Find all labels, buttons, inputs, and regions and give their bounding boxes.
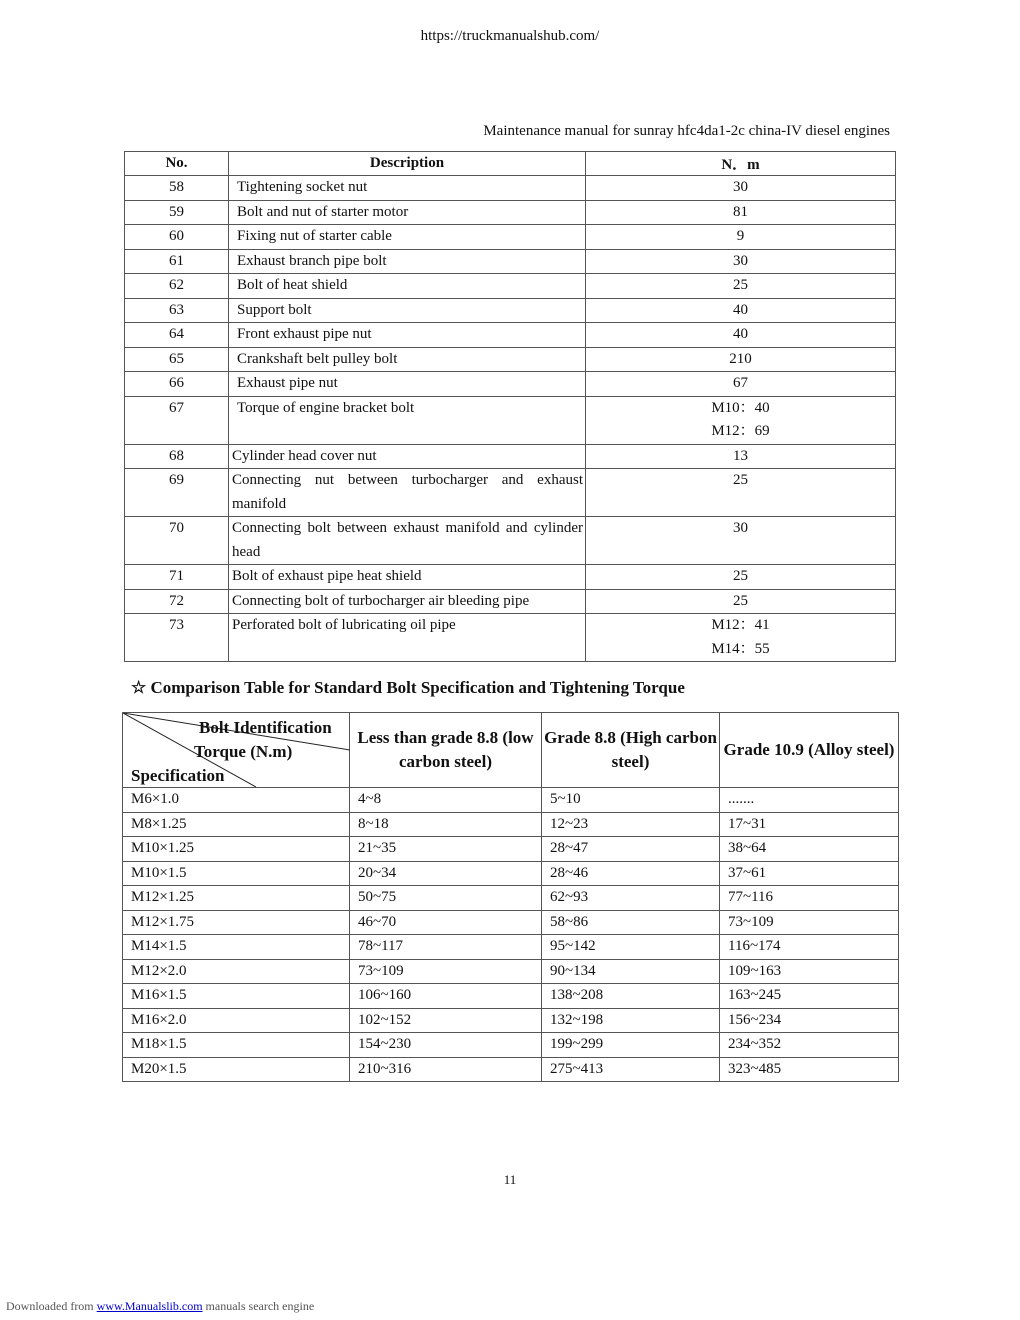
torque-value-line: 81 bbox=[733, 203, 748, 220]
row-number: 64 bbox=[125, 323, 229, 348]
table-row bbox=[123, 935, 899, 960]
row-torque-value bbox=[586, 517, 896, 565]
torque-grade-8-8: 95~142 bbox=[542, 935, 720, 960]
row-torque-value bbox=[586, 225, 896, 250]
footer bbox=[6, 1299, 314, 1314]
row-number: 60 bbox=[125, 225, 229, 250]
footer-suffix: manuals search engine bbox=[205, 1299, 315, 1313]
torque-value-line: 30 bbox=[733, 179, 748, 195]
table-row bbox=[123, 788, 899, 813]
table-row bbox=[125, 469, 896, 517]
bolt-spec: M12×1.75 bbox=[123, 910, 350, 935]
torque-value-line: 210 bbox=[729, 350, 752, 367]
table-row bbox=[123, 984, 899, 1009]
torque-grade-10-9: 38~64 bbox=[720, 837, 899, 862]
torque-low-carbon: 50~75 bbox=[350, 886, 542, 911]
torque-low-carbon: 20~34 bbox=[350, 861, 542, 886]
torque-grade-8-8: 28~46 bbox=[542, 861, 720, 886]
torque-low-carbon: 21~35 bbox=[350, 837, 542, 862]
torque-table-header bbox=[125, 152, 896, 176]
table-row bbox=[123, 959, 899, 984]
torque-grade-10-9: 116~174 bbox=[720, 935, 899, 960]
row-description: Tightening socket nut bbox=[229, 176, 586, 201]
torque-value-line: 67 bbox=[733, 375, 748, 391]
row-description: Exhaust branch pipe bolt bbox=[229, 249, 586, 274]
table-row bbox=[125, 176, 896, 201]
row-torque-value bbox=[586, 565, 896, 590]
table-row bbox=[125, 298, 896, 323]
torque-grade-10-9: 37~61 bbox=[720, 861, 899, 886]
row-description: Connecting nut between turbocharger and exhaust manifold bbox=[229, 469, 586, 517]
row-number: 58 bbox=[125, 176, 229, 201]
torque-value-line: 25 bbox=[733, 472, 748, 488]
torque-grade-10-9: 77~116 bbox=[720, 886, 899, 911]
table-row bbox=[125, 396, 896, 444]
table-row bbox=[125, 323, 896, 348]
torque-grade-8-8: 5~10 bbox=[542, 788, 720, 813]
table-row bbox=[125, 200, 896, 225]
torque-value-line: M12：69 bbox=[711, 423, 770, 439]
bolt-spec: M6×1.0 bbox=[123, 788, 350, 813]
section-title: ☆ Comparison Table for Standard Bolt Specification and Tightening Torque bbox=[131, 678, 685, 697]
torque-value-line: 9 bbox=[736, 228, 745, 244]
row-description: Exhaust pipe nut bbox=[229, 372, 586, 397]
table-row bbox=[123, 1033, 899, 1058]
row-description: Crankshaft belt pulley bolt bbox=[229, 347, 586, 372]
table-row bbox=[123, 1008, 899, 1033]
torque-grade-10-9: 73~109 bbox=[720, 910, 899, 935]
table-row bbox=[125, 614, 896, 662]
bolt-spec: M10×1.5 bbox=[123, 861, 350, 886]
row-description: Torque of engine bracket bolt bbox=[229, 396, 586, 444]
row-number: 65 bbox=[125, 347, 229, 372]
document-title: Maintenance manual for sunray hfc4da1-2c china-IV diesel engines bbox=[483, 123, 890, 139]
corner-label-torque: Torque (N.m) bbox=[194, 742, 293, 761]
row-description: Connecting bolt between exhaust manifold and cylinder head bbox=[229, 517, 586, 565]
table-row bbox=[123, 1057, 899, 1082]
torque-value-line: 30 bbox=[733, 252, 748, 269]
torque-grade-10-9: ....... bbox=[720, 788, 899, 813]
row-torque-value bbox=[586, 274, 896, 299]
row-description: Bolt of exhaust pipe heat shield bbox=[229, 565, 586, 590]
torque-low-carbon: 210~316 bbox=[350, 1057, 542, 1082]
row-torque-value bbox=[586, 396, 896, 444]
torque-grade-8-8: 58~86 bbox=[542, 910, 720, 935]
row-torque-value bbox=[586, 249, 896, 274]
torque-low-carbon: 4~8 bbox=[350, 788, 542, 813]
row-description: Fixing nut of starter cable bbox=[229, 225, 586, 250]
bolt-spec: M12×1.25 bbox=[123, 886, 350, 911]
source-url: https://truckmanualshub.com/ bbox=[420, 28, 600, 44]
diagonal-header-cell bbox=[123, 713, 350, 788]
bolt-spec: M18×1.5 bbox=[123, 1033, 350, 1058]
torque-grade-10-9: 156~234 bbox=[720, 1008, 899, 1033]
torque-grade-8-8: 199~299 bbox=[542, 1033, 720, 1058]
row-torque-value bbox=[586, 176, 896, 201]
torque-grade-8-8: 90~134 bbox=[542, 959, 720, 984]
torque-value-line: 30 bbox=[733, 520, 748, 536]
torque-low-carbon: 46~70 bbox=[350, 910, 542, 935]
torque-grade-10-9: 163~245 bbox=[720, 984, 899, 1009]
bolt-spec: M16×2.0 bbox=[123, 1008, 350, 1033]
torque-grade-10-9: 109~163 bbox=[720, 959, 899, 984]
torque-value-line: M14：55 bbox=[711, 640, 770, 657]
footer-prefix: Downloaded from bbox=[6, 1299, 94, 1313]
bolt-spec: M10×1.25 bbox=[123, 837, 350, 862]
torque-grade-8-8: 12~23 bbox=[542, 812, 720, 837]
row-description: Connecting bolt of turbocharger air bleeding pipe bbox=[229, 589, 586, 614]
manualslib-link[interactable]: www.Manualslib.com bbox=[96, 1299, 203, 1313]
row-number: 63 bbox=[125, 298, 229, 323]
torque-value-line: M12：41 bbox=[711, 617, 770, 633]
row-number: 71 bbox=[125, 565, 229, 590]
header-grade-10-9: Grade 10.9 (Alloy steel) bbox=[720, 713, 899, 788]
row-number: 59 bbox=[125, 200, 229, 225]
torque-low-carbon: 154~230 bbox=[350, 1033, 542, 1058]
torque-value-line: 13 bbox=[733, 447, 748, 464]
torque-value-line: M10：40 bbox=[711, 399, 770, 416]
torque-grade-8-8: 132~198 bbox=[542, 1008, 720, 1033]
header-no: No. bbox=[125, 152, 229, 176]
corner-label-bolt-identification: Bolt Identification bbox=[199, 718, 332, 737]
row-number: 68 bbox=[125, 444, 229, 469]
torque-grade-8-8: 28~47 bbox=[542, 837, 720, 862]
torque-low-carbon: 8~18 bbox=[350, 812, 542, 837]
row-description: Cylinder head cover nut bbox=[229, 444, 586, 469]
table-row bbox=[123, 861, 899, 886]
torque-value-line: 25 bbox=[733, 592, 748, 609]
row-torque-value bbox=[586, 372, 896, 397]
corner-label-specification: Specification bbox=[131, 766, 225, 785]
torque-low-carbon: 102~152 bbox=[350, 1008, 542, 1033]
row-torque-value bbox=[586, 323, 896, 348]
bolt-spec: M12×2.0 bbox=[123, 959, 350, 984]
table-row bbox=[123, 910, 899, 935]
header-low-carbon: Less than grade 8.8 (low carbon steel) bbox=[350, 713, 542, 788]
table-row bbox=[123, 812, 899, 837]
bolt-spec: M8×1.25 bbox=[123, 812, 350, 837]
row-torque-value bbox=[586, 298, 896, 323]
torque-low-carbon: 73~109 bbox=[350, 959, 542, 984]
bolt-spec: M20×1.5 bbox=[123, 1057, 350, 1082]
torque-value-line: 25 bbox=[733, 568, 748, 584]
torque-value-line: 40 bbox=[733, 326, 748, 342]
torque-grade-8-8: 275~413 bbox=[542, 1057, 720, 1082]
row-torque-value bbox=[586, 469, 896, 517]
table-row bbox=[125, 249, 896, 274]
table-row bbox=[125, 565, 896, 590]
table-row bbox=[125, 589, 896, 614]
row-description: Perforated bolt of lubricating oil pipe bbox=[229, 614, 586, 662]
row-torque-value bbox=[586, 444, 896, 469]
torque-grade-8-8: 138~208 bbox=[542, 984, 720, 1009]
row-number: 70 bbox=[125, 517, 229, 565]
table-row bbox=[125, 274, 896, 299]
torque-value-line: 40 bbox=[733, 301, 748, 318]
header-description: Description bbox=[229, 152, 586, 176]
row-number: 73 bbox=[125, 614, 229, 662]
bolt-table-header bbox=[123, 713, 899, 788]
header-nm: N．m bbox=[586, 152, 896, 176]
row-number: 69 bbox=[125, 469, 229, 517]
torque-table bbox=[124, 151, 896, 662]
torque-low-carbon: 106~160 bbox=[350, 984, 542, 1009]
table-row bbox=[125, 225, 896, 250]
torque-grade-10-9: 17~31 bbox=[720, 812, 899, 837]
row-number: 61 bbox=[125, 249, 229, 274]
bolt-spec-table bbox=[122, 712, 899, 1082]
row-number: 67 bbox=[125, 396, 229, 444]
row-number: 72 bbox=[125, 589, 229, 614]
row-description: Bolt of heat shield bbox=[229, 274, 586, 299]
table-row bbox=[123, 886, 899, 911]
torque-low-carbon: 78~117 bbox=[350, 935, 542, 960]
row-torque-value bbox=[586, 347, 896, 372]
page-number: 11 bbox=[503, 1172, 517, 1187]
row-torque-value bbox=[586, 614, 896, 662]
row-description: Front exhaust pipe nut bbox=[229, 323, 586, 348]
torque-grade-10-9: 323~485 bbox=[720, 1057, 899, 1082]
row-torque-value bbox=[586, 589, 896, 614]
bolt-spec: M14×1.5 bbox=[123, 935, 350, 960]
table-row bbox=[125, 444, 896, 469]
header-grade-8-8: Grade 8.8 (High carbon steel) bbox=[542, 713, 720, 788]
table-row bbox=[125, 372, 896, 397]
table-row bbox=[123, 837, 899, 862]
row-number: 62 bbox=[125, 274, 229, 299]
table-row bbox=[125, 347, 896, 372]
row-description: Bolt and nut of starter motor bbox=[229, 200, 586, 225]
bolt-spec: M16×1.5 bbox=[123, 984, 350, 1009]
row-description: Support bolt bbox=[229, 298, 586, 323]
table-row bbox=[125, 517, 896, 565]
torque-value-line: 25 bbox=[733, 277, 748, 293]
row-number: 66 bbox=[125, 372, 229, 397]
row-torque-value bbox=[586, 200, 896, 225]
torque-grade-8-8: 62~93 bbox=[542, 886, 720, 911]
torque-grade-10-9: 234~352 bbox=[720, 1033, 899, 1058]
